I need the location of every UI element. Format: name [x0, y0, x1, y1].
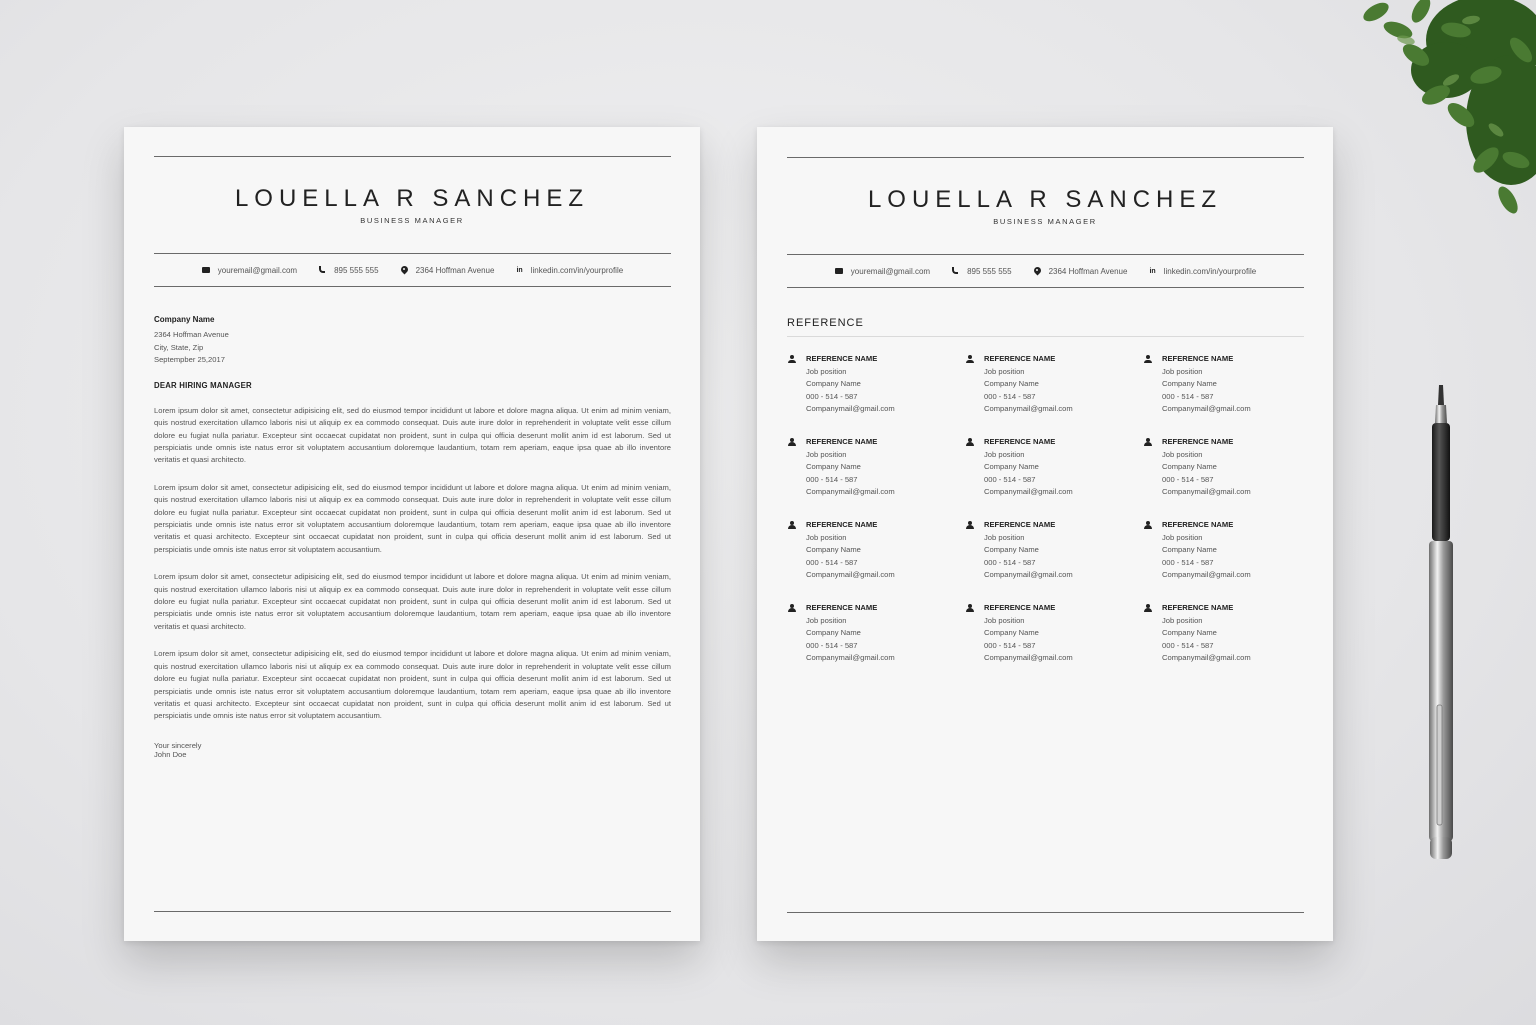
- contact-email: [835, 267, 930, 276]
- recipient-address-line2: City, State, Zip: [154, 342, 204, 352]
- contact-phone-text: 895 555 555: [967, 266, 1012, 276]
- reference-company: Company Name: [1162, 379, 1217, 389]
- contact-top-rule: [154, 253, 671, 254]
- reference-card: [787, 602, 965, 665]
- person-icon: [966, 355, 974, 363]
- reference-name: REFERENCE NAME: [806, 436, 878, 446]
- plant-leaves-icon: [1336, 0, 1536, 220]
- reference-position: Job position: [984, 449, 1025, 459]
- reference-name: REFERENCE NAME: [806, 354, 878, 363]
- top-rule: [154, 156, 671, 157]
- person-icon: [788, 438, 796, 446]
- reference-card: [965, 519, 1143, 582]
- section-divider: [787, 336, 1304, 337]
- reference-card: [1143, 519, 1303, 582]
- applicant-title: BUSINESS MANAGER: [993, 217, 1097, 226]
- reference-email: Companymail@gmail.com: [806, 487, 895, 497]
- reference-email: Companymail@gmail.com: [984, 404, 1073, 414]
- reference-email: Companymail@gmail.com: [1162, 487, 1251, 497]
- person-icon: [1144, 438, 1152, 446]
- location-pin-icon: [401, 266, 408, 275]
- contact-top-rule: [787, 254, 1304, 255]
- contact-bar: [154, 263, 671, 277]
- reference-position: Job position: [984, 615, 1025, 625]
- reference-position: Job position: [806, 615, 847, 625]
- reference-name: REFERENCE NAME: [1162, 436, 1234, 446]
- letter-body: [154, 315, 671, 760]
- reference-position: Job position: [806, 449, 847, 459]
- contact-email-text: youremail@gmail.com: [217, 265, 298, 275]
- person-icon: [1144, 521, 1152, 529]
- reference-phone: 000 - 514 - 587: [984, 557, 1036, 567]
- reference-phone: 000 - 514 - 587: [806, 391, 858, 401]
- reference-position: Job position: [806, 366, 847, 376]
- reference-email: Companymail@gmail.com: [984, 570, 1073, 580]
- person-icon: [966, 521, 974, 529]
- plant-decoration: [1336, 0, 1536, 220]
- recipient-company: Company Name: [154, 315, 215, 324]
- reference-company: Company Name: [806, 628, 861, 638]
- contact-address-text: 2364 Hoffman Avenue: [1048, 266, 1128, 276]
- reference-card: [1143, 602, 1303, 665]
- reference-name: REFERENCE NAME: [984, 354, 1056, 363]
- bottom-rule: [787, 912, 1304, 913]
- reference-phone: 000 - 514 - 587: [984, 391, 1036, 401]
- contact-bottom-rule: [787, 287, 1304, 288]
- letter-paragraph: Lorem ipsum dolor sit amet, consectetur adipisicing elit, sed do eiusmod tempor incididunt ut labore et dolore magna aliqua. Ut enim ad minim veniam, quis nostrud exercitation ullamco laboris nisi ut aliquip ex ea commodo consequat. Duis aute irure dolor in reprehenderit in voluptate velit esse cillum dolore eu fugiat nulla pariatur. Excepteur sint occaecat cupidatat non proident, sunt in culpa qui officia deserunt mollit anim id est laborum. Sed ut perspiciatis unde omnis iste natus error sit voluptatem accusantium doloremque laudantium, totam rem aperiam, eaque ipsa quae ab illo inventore veritatis et quasi architecto.: [154, 405, 671, 465]
- location-pin-icon: [1034, 267, 1041, 276]
- person-icon: [788, 521, 796, 529]
- contact-phone: [319, 266, 379, 275]
- reference-company: Company Name: [1162, 462, 1217, 472]
- person-icon: [1144, 355, 1152, 363]
- reference-company: Company Name: [806, 545, 861, 555]
- references-page: [757, 127, 1333, 941]
- signature-name: John Doe: [154, 750, 187, 760]
- reference-email: Companymail@gmail.com: [984, 487, 1073, 497]
- reference-card: [965, 436, 1143, 499]
- phone-icon: [319, 266, 326, 274]
- letter-date: Septempber 25,2017: [154, 355, 225, 365]
- reference-company: Company Name: [1162, 628, 1217, 638]
- reference-company: Company Name: [984, 628, 1039, 638]
- reference-phone: 000 - 514 - 587: [984, 474, 1036, 484]
- reference-email: Companymail@gmail.com: [1162, 570, 1251, 580]
- reference-name: REFERENCE NAME: [1162, 354, 1234, 363]
- contact-bar: [787, 264, 1304, 278]
- reference-phone: 000 - 514 - 587: [806, 557, 858, 567]
- reference-phone: 000 - 514 - 587: [984, 640, 1036, 650]
- person-icon: [788, 604, 796, 612]
- contact-bottom-rule: [154, 286, 671, 287]
- applicant-name: LOUELLA R SANCHEZ: [234, 185, 590, 212]
- contact-email-text: youremail@gmail.com: [850, 266, 931, 276]
- contact-phone-text: 895 555 555: [334, 265, 379, 275]
- reference-phone: 000 - 514 - 587: [1162, 640, 1214, 650]
- top-rule: [787, 157, 1304, 158]
- contact-email: [202, 266, 297, 275]
- person-icon: [966, 438, 974, 446]
- contact-linkedin-text: linkedin.com/in/yourprofile: [530, 265, 624, 275]
- reference-name: REFERENCE NAME: [1162, 602, 1234, 612]
- reference-email: Companymail@gmail.com: [1162, 653, 1251, 663]
- reference-email: Companymail@gmail.com: [806, 570, 895, 580]
- applicant-name: LOUELLA R SANCHEZ: [867, 186, 1223, 213]
- linkedin-icon: in: [1149, 267, 1156, 275]
- letter-paragraph: Lorem ipsum dolor sit amet, consectetur adipisicing elit, sed do eiusmod tempor incididunt ut labore et dolore magna aliqua. Ut enim ad minim veniam, quis nostrud exercitation ullamco laboris nisi ut aliquip ex ea commodo consequat. Duis aute irure dolor in reprehenderit in voluptate velit esse cillum dolore eu fugiat nulla pariatur. Excepteur sint occaecat cupidatat non proident, sunt in culpa qui officia deserunt mollit anim id est laborum. Sed ut perspiciatis unde omnis iste natus error sit voluptatem accusantium doloremque laudantium, totam rem aperiam, eaque ipsa quae ab illo inventore veritatis et quasi architecto.: [154, 572, 671, 631]
- reference-name: REFERENCE NAME: [806, 519, 878, 529]
- recipient-address-line1: 2364 Hoffman Avenue: [154, 330, 229, 339]
- reference-company: Company Name: [1162, 545, 1217, 555]
- reference-name: REFERENCE NAME: [984, 519, 1056, 529]
- person-icon: [1144, 604, 1152, 612]
- reference-company: Company Name: [984, 379, 1039, 389]
- person-icon: [788, 355, 796, 363]
- reference-email: Companymail@gmail.com: [1162, 404, 1251, 414]
- reference-grid: [787, 353, 1304, 665]
- reference-phone: 000 - 514 - 587: [1162, 474, 1214, 484]
- reference-company: Company Name: [984, 462, 1039, 472]
- reference-company: Company Name: [806, 462, 861, 472]
- applicant-title: BUSINESS MANAGER: [360, 216, 464, 225]
- reference-position: Job position: [984, 366, 1025, 376]
- reference-phone: 000 - 514 - 587: [806, 640, 858, 650]
- letter-paragraph: Lorem ipsum dolor sit amet, consectetur adipisicing elit, sed do eiusmod tempor incididunt ut labore et dolore magna aliqua. Ut enim ad minim veniam, quis nostrud exercitation ullamco laboris nisi ut aliquip ex ea commodo consequat. Duis aute irure dolor in reprehenderit in voluptate velit esse cillum dolore eu fugiat nulla pariatur. Excepteur sint occaecat cupidatat non proident, sunt in culpa qui officia deserunt mollit anim id est laborum. Sed ut perspiciatis unde omnis iste natus error sit voluptatem accusantium doloremque laudantium, totam rem aperiam, eaque ipsa quae ab illo inventore veritatis et quasi architecto. Excepteur sint occaecat cupidatat non proident, sunt in culpa qui officia deserunt mollit anim id est laborum. Sed ut perspiciatis unde omnis iste natus error sit voluptatem accusantium.: [154, 649, 671, 721]
- cover-letter-page: [124, 127, 700, 941]
- reference-name: REFERENCE NAME: [984, 436, 1056, 446]
- reference-position: Job position: [1162, 449, 1203, 459]
- person-icon: [966, 604, 974, 612]
- reference-position: Job position: [984, 532, 1025, 542]
- letter-closing: [154, 741, 671, 760]
- reference-card: [965, 353, 1143, 416]
- reference-phone: 000 - 514 - 587: [1162, 391, 1214, 401]
- contact-address-text: 2364 Hoffman Avenue: [415, 265, 495, 275]
- reference-position: Job position: [1162, 615, 1203, 625]
- closing-phrase: Your sincerely: [154, 740, 202, 750]
- reference-card: [787, 519, 965, 582]
- salutation: DEAR HIRING MANAGER: [154, 380, 252, 390]
- reference-name: REFERENCE NAME: [1162, 519, 1234, 529]
- contact-address: [401, 266, 495, 275]
- reference-position: Job position: [1162, 366, 1203, 376]
- phone-icon: [952, 267, 959, 275]
- reference-company: Company Name: [806, 379, 861, 389]
- reference-name: REFERENCE NAME: [984, 602, 1056, 612]
- pen-icon: [1425, 385, 1457, 865]
- contact-linkedin-text: linkedin.com/in/yourprofile: [1163, 266, 1257, 276]
- contact-phone: [952, 267, 1012, 276]
- pen-decoration: [1425, 385, 1457, 865]
- reference-card: [787, 353, 965, 416]
- reference-card: [1143, 353, 1303, 416]
- reference-position: Job position: [1162, 532, 1203, 542]
- reference-phone: 000 - 514 - 587: [806, 474, 858, 484]
- letter-paragraph: Lorem ipsum dolor sit amet, consectetur adipisicing elit, sed do eiusmod tempor incididunt ut labore et dolore magna aliqua. Ut enim ad minim veniam, quis nostrud exercitation ullamco laboris nisi ut aliquip ex ea commodo consequat. Duis aute irure dolor in reprehenderit in voluptate velit esse cillum dolore eu fugiat nulla pariatur. Excepteur sint occaecat cupidatat non proident, sunt in culpa qui officia deserunt mollit anim id est laborum. Sed ut perspiciatis unde omnis iste natus error sit voluptatem accusantium doloremque laudantium, totam rem aperiam, eaque ipsa quae ab illo inventore veritatis et quasi architecto. Excepteur sint occaecat cupidatat non proident, sunt in culpa qui officia deserunt mollit anim id est laborum. Sed ut perspiciatis unde omnis iste natus error sit voluptatem accusantium.: [154, 482, 671, 554]
- reference-name: REFERENCE NAME: [806, 602, 878, 612]
- reference-email: Companymail@gmail.com: [984, 653, 1073, 663]
- reference-email: Companymail@gmail.com: [806, 404, 895, 414]
- contact-linkedin: [516, 266, 623, 275]
- email-icon: [835, 268, 843, 274]
- reference-card: [1143, 436, 1303, 499]
- reference-phone: 000 - 514 - 587: [1162, 557, 1214, 567]
- email-icon: [202, 267, 210, 273]
- reference-position: Job position: [806, 532, 847, 542]
- reference-card: [965, 602, 1143, 665]
- reference-email: Companymail@gmail.com: [806, 653, 895, 663]
- contact-linkedin: [1149, 267, 1256, 276]
- linkedin-icon: in: [516, 266, 523, 274]
- reference-section-title: REFERENCE: [787, 317, 864, 329]
- reference-company: Company Name: [984, 545, 1039, 555]
- bottom-rule: [154, 911, 671, 912]
- reference-card: [787, 436, 965, 499]
- contact-address: [1034, 267, 1128, 276]
